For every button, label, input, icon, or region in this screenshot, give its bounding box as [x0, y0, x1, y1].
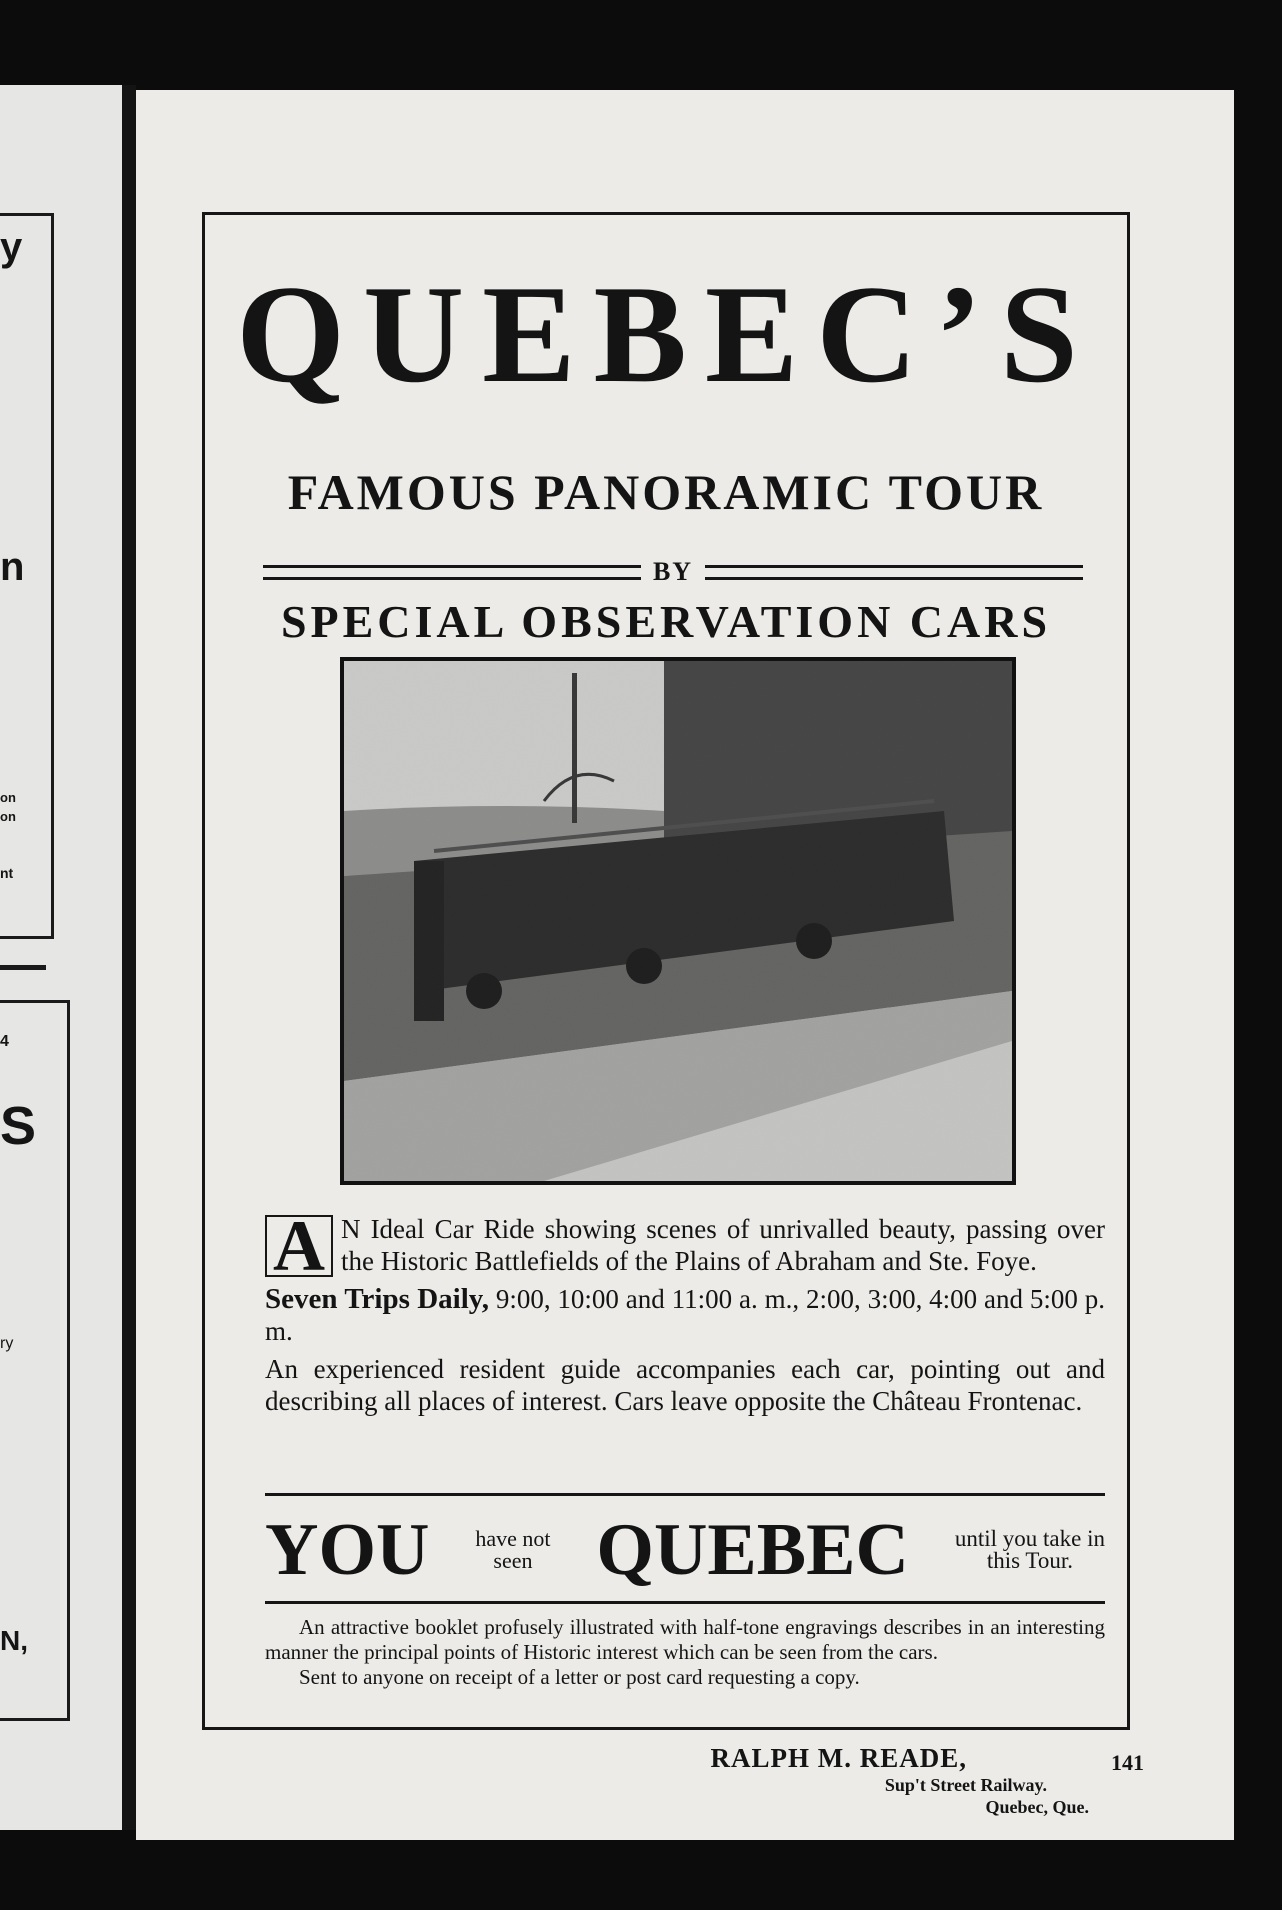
booklet-paragraph: An attractive booklet profusely illustrated with half-tone engravings describes in an interesting manner the principal points of Historic interest which can be seen from the cars.: [265, 1615, 1105, 1664]
slogan-have-not-seen: [475, 1528, 550, 1572]
left-fragment-text: y: [0, 225, 23, 269]
sent-paragraph: Sent to anyone on receipt of a letter or post card requesting a copy.: [299, 1665, 860, 1689]
left-fragment-text: nt: [0, 865, 14, 881]
slogan-until-tour: [955, 1528, 1105, 1572]
left-fragment-text: S: [0, 1096, 37, 1156]
left-fragment-text: on: [0, 790, 16, 805]
double-rule-right: [705, 565, 1083, 580]
trips-paragraph: [265, 1283, 1105, 1347]
drop-cap: A: [265, 1215, 333, 1277]
page-gutter: [122, 85, 136, 1830]
slogan-until: until you take in: [954, 1526, 1105, 1551]
ad-subtitle: FAMOUS PANORAMIC TOUR: [287, 464, 1045, 520]
left-fragment-text: 4: [0, 1033, 9, 1050]
trips-lead: Seven Trips Daily,: [265, 1283, 489, 1315]
double-rule-left: [263, 565, 641, 580]
left-fragment-text: N,: [0, 1625, 28, 1656]
left-divider: [0, 965, 46, 970]
signature-name: RALPH M. READE,: [710, 1743, 967, 1773]
guide-paragraph: An experienced resident guide accompanies each car, pointing out and describing all places of interest. Cars leave opposite the Château Frontenac.: [265, 1354, 1105, 1416]
by-divider: [263, 557, 1083, 587]
left-page-fragment: [0, 85, 122, 1830]
left-fragment-text: ry: [0, 1335, 14, 1352]
slogan-row: [265, 1510, 1105, 1590]
slogan-have-not: have not: [475, 1526, 551, 1551]
ad-cars-line: SPECIAL OBSERVATION CARS: [280, 596, 1052, 647]
slogan-rule-bottom: [265, 1601, 1105, 1604]
ad-title: QUEBEC’S: [236, 257, 1096, 412]
left-fragment-text: on: [0, 809, 16, 824]
signature-city: Quebec, Que.: [985, 1797, 1089, 1817]
observation-car-photo: [340, 657, 1016, 1185]
photo-illustration-icon: [344, 661, 1012, 1181]
intro-text: N Ideal Car Ride showing scenes of unrivalled beauty, passing over the Historic Battlefields of the Plains of Abraham and Ste. Foye.: [341, 1214, 1105, 1276]
slogan-seen: seen: [493, 1548, 533, 1573]
ad-body: [265, 1206, 1106, 1423]
booklet-text: [265, 1615, 1105, 1690]
intro-paragraph: [265, 1206, 1105, 1286]
advertisement-page: [136, 90, 1234, 1840]
by-label: BY: [652, 557, 694, 586]
slogan-quebec: QUEBEC: [596, 1509, 909, 1591]
page-number: 141: [1111, 1750, 1144, 1775]
left-fragment-text: n: [0, 545, 25, 589]
signature-role: Sup't Street Railway.: [884, 1775, 1047, 1795]
slogan-this-tour: this Tour.: [986, 1548, 1073, 1573]
trips-times: 9:00, 10:00 and 11:00 a. m., 2:00, 3:00, 4:00 and 5:00 p. m.: [265, 1284, 1106, 1346]
slogan-you: YOU: [265, 1509, 430, 1591]
slogan-rule-top: [265, 1493, 1105, 1496]
